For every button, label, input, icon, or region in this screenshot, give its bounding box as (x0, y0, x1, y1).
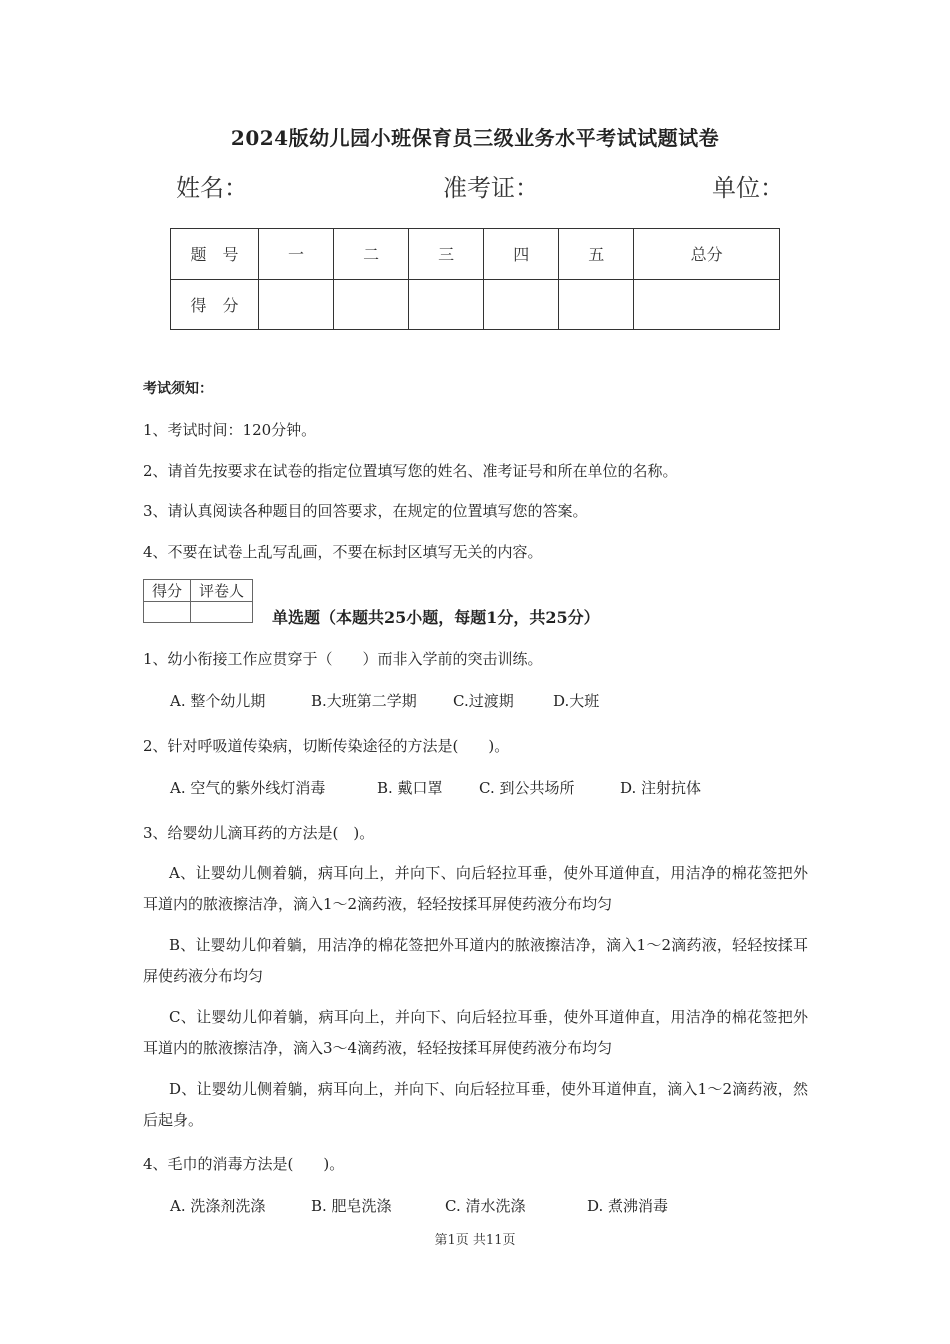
grader-score-cell (144, 602, 191, 623)
question-long-option: A、让婴幼儿侧着躺，病耳向上，并向下、向后轻拉耳垂，使外耳道伸直，用洁净的棉花签把外耳道内的脓液擦洁净，滴入1～2滴药液，轻轻按揉耳屏使药液分布均匀 (143, 864, 808, 913)
question-stem: 4、毛巾的消毒方法是( )。 (143, 1155, 345, 1173)
question-stem: 1、幼小衔接工作应贯穿于（ ）而非入学前的突击训练。 (143, 650, 543, 668)
question-stem: 2、针对呼吸道传染病，切断传染途径的方法是( )。 (143, 737, 510, 755)
score-table-header-cell: 题 号 (171, 229, 259, 280)
grader-reviewer-cell (191, 602, 253, 623)
question-option: A. 洗涤剂洗涤 (170, 1197, 266, 1215)
notice-item: 1、考试时间：120分钟。 (143, 421, 317, 439)
page-footer: 第1页 共11页 (434, 1233, 516, 1248)
score-cell (634, 279, 780, 330)
page-title: 2024版幼儿园小班保育员三级业务水平考试试题试卷 (230, 126, 720, 150)
name-field-label: 姓名： (176, 174, 248, 202)
score-table-header-cell: 总分 (634, 229, 780, 280)
score-cell (484, 279, 559, 330)
question-long-option: B、让婴幼儿仰着躺，用洁净的棉花签把外耳道内的脓液擦洁净，滴入1～2滴药液，轻轻按揉耳屏使药液分布均匀 (143, 936, 808, 985)
question-option: C. 到公共场所 (479, 779, 575, 797)
score-table-header-cell: 二 (334, 229, 409, 280)
question-long-option: D、让婴幼儿侧着躺，病耳向上，并向下、向后轻拉耳垂，使外耳道伸直，滴入1～2滴药液，然后起身。 (143, 1080, 808, 1129)
score-cell (259, 279, 334, 330)
score-table-header-cell: 一 (259, 229, 334, 280)
question-option: B.大班第二学期 (311, 692, 417, 710)
question-option: D. 煮沸消毒 (587, 1197, 669, 1215)
score-table-header-cell: 四 (484, 229, 559, 280)
notice-heading: 考试须知： (143, 381, 213, 397)
notice-item: 2、请首先按要求在试卷的指定位置填写您的姓名、准考证号和所在单位的名称。 (143, 462, 678, 480)
question-option: B. 戴口罩 (377, 779, 443, 797)
question-option: C. 清水洗涤 (445, 1197, 526, 1215)
score-cell (409, 279, 484, 330)
unit-field-label: 单位： (712, 174, 784, 202)
question-stem: 3、给婴幼儿滴耳药的方法是( )。 (143, 824, 375, 842)
score-row-label: 得 分 (171, 279, 259, 330)
section-heading: 单选题（本题共25小题，每题1分，共25分） (272, 608, 600, 627)
question-option: A. 空气的紫外线灯消毒 (170, 779, 326, 797)
question-long-option: C、让婴幼儿仰着躺，病耳向上，并向下、向后轻拉耳垂，使外耳道伸直，用洁净的棉花签把外耳道内的脓液擦洁净，滴入3～4滴药液，轻轻按揉耳屏使药液分布均匀 (143, 1008, 808, 1057)
notice-item: 3、请认真阅读各种题目的回答要求，在规定的位置填写您的答案。 (143, 502, 588, 520)
grader-score-label: 得分 (144, 580, 191, 602)
question-option: D.大班 (553, 692, 600, 710)
question-option: C.过渡期 (453, 692, 514, 710)
score-cell (334, 279, 409, 330)
notice-item: 4、不要在试卷上乱写乱画，不要在标封区填写无关的内容。 (143, 543, 543, 561)
grader-reviewer-label: 评卷人 (191, 580, 253, 602)
question-option: D. 注射抗体 (620, 779, 702, 797)
score-table-header-cell: 五 (559, 229, 634, 280)
question-option: A. 整个幼儿期 (170, 692, 266, 710)
score-table-score-row (171, 279, 780, 330)
score-cell (559, 279, 634, 330)
score-table-header-row (171, 229, 780, 280)
exam-id-field-label: 准考证： (443, 174, 539, 202)
score-table-header-cell: 三 (409, 229, 484, 280)
question-option: B. 肥皂洗涤 (311, 1197, 392, 1215)
grader-box (143, 579, 253, 623)
score-table (170, 228, 780, 330)
